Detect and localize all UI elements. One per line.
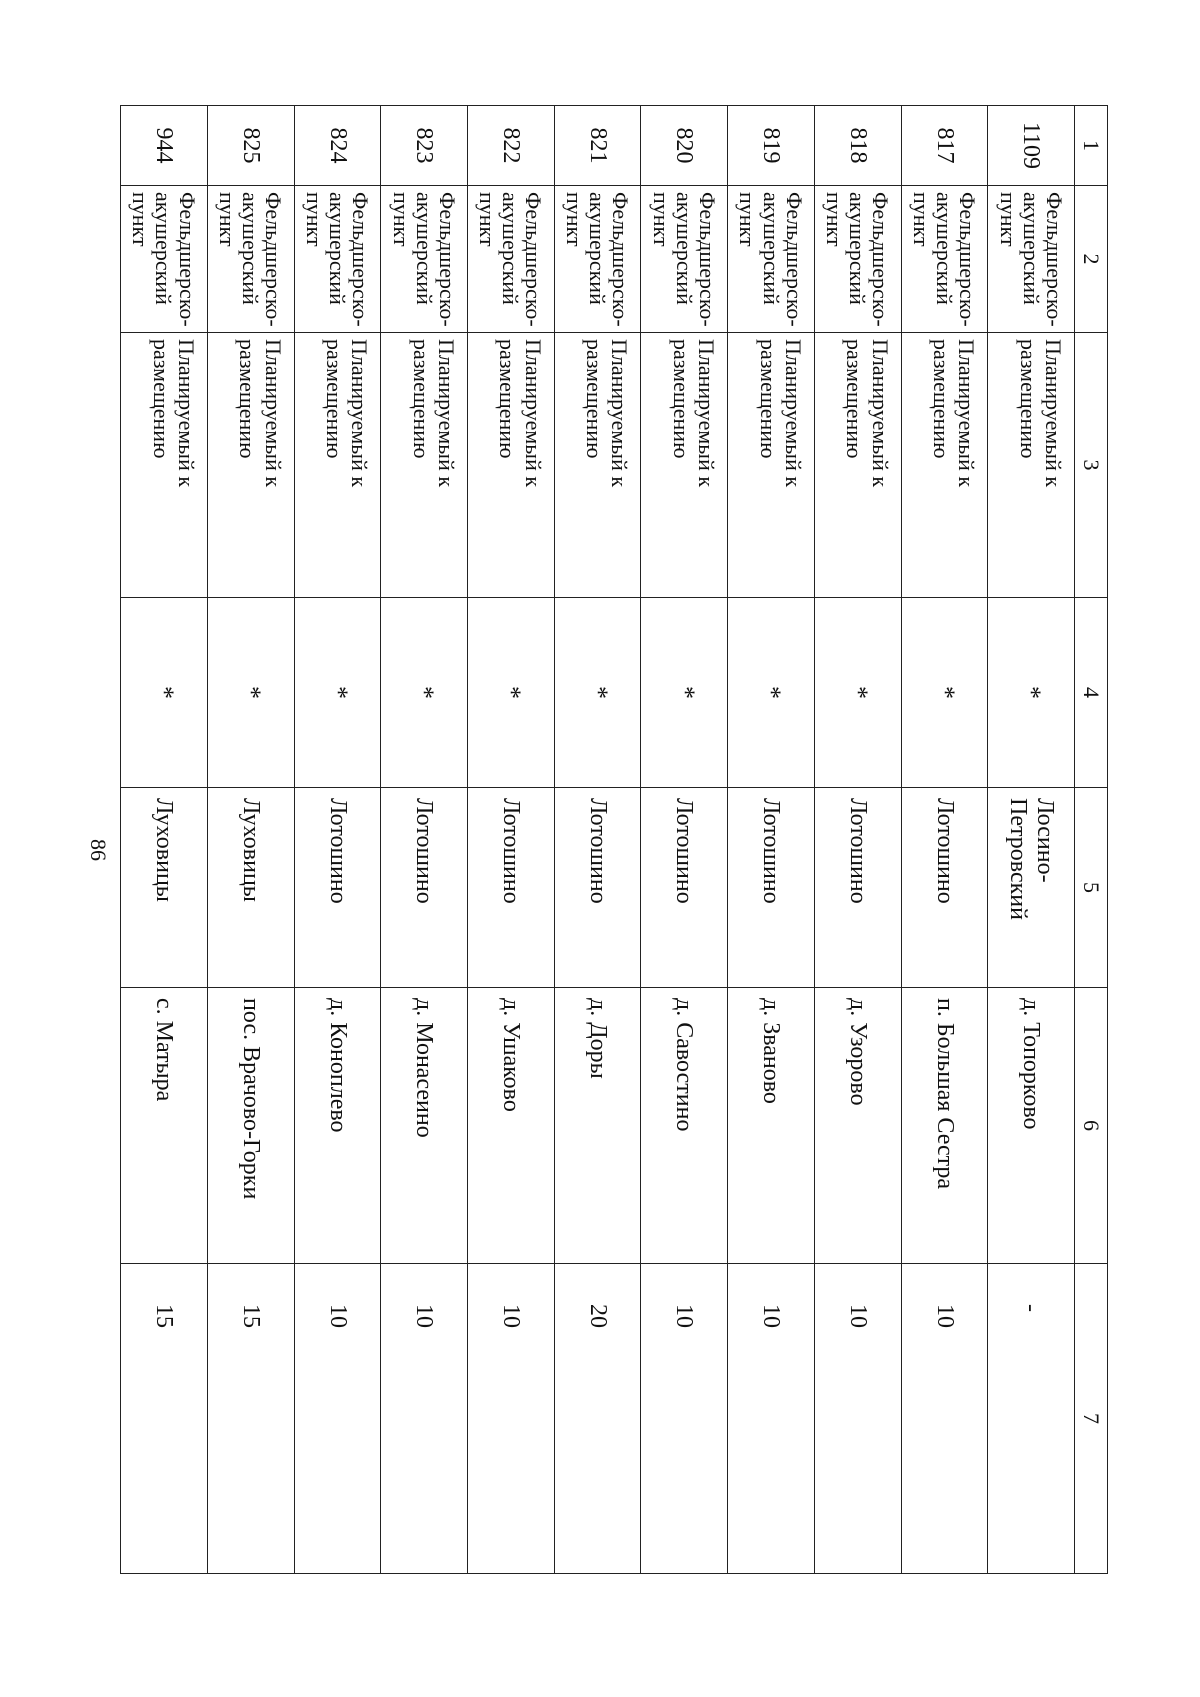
rotated-table — [120, 105, 1108, 1573]
cell-status: Планируемый к размещению — [554, 333, 641, 598]
cell-locality: д. Узорово — [814, 988, 901, 1264]
column-header: 3 — [1075, 333, 1108, 598]
cell-locality: д. Савостино — [641, 988, 728, 1264]
cell-type: Фельдшерско-акушерский пункт — [554, 186, 641, 333]
cell-status: Планируемый к размещению — [728, 333, 815, 598]
table-row — [728, 106, 815, 1574]
cell-status: Планируемый к размещению — [641, 333, 728, 598]
cell-value: 10 — [901, 1264, 988, 1574]
cell-status: Планируемый к размещению — [901, 333, 988, 598]
cell-mark: * — [294, 598, 381, 788]
cell-status: Планируемый к размещению — [814, 333, 901, 598]
cell-district: Лотошино — [554, 788, 641, 988]
cell-id: 825 — [207, 106, 294, 186]
cell-district: Лосино-Петровский — [988, 788, 1075, 988]
cell-id: 944 — [121, 106, 208, 186]
cell-mark: * — [988, 598, 1075, 788]
cell-type: Фельдшерско-акушерский пункт — [121, 186, 208, 333]
cell-mark: * — [207, 598, 294, 788]
cell-status: Планируемый к размещению — [207, 333, 294, 598]
table-row — [901, 106, 988, 1574]
cell-district: Лотошино — [294, 788, 381, 988]
cell-value: 10 — [814, 1264, 901, 1574]
cell-mark: * — [467, 598, 554, 788]
table-row — [294, 106, 381, 1574]
cell-id: 818 — [814, 106, 901, 186]
cell-value: 10 — [467, 1264, 554, 1574]
cell-value: 10 — [381, 1264, 468, 1574]
cell-mark: * — [121, 598, 208, 788]
table-row — [381, 106, 468, 1574]
header-row — [1075, 106, 1108, 1574]
table-row — [641, 106, 728, 1574]
cell-locality: пос. Врачово-Горки — [207, 988, 294, 1264]
cell-status: Планируемый к размещению — [467, 333, 554, 598]
cell-locality: д. Монасеино — [381, 988, 468, 1264]
cell-status: Планируемый к размещению — [381, 333, 468, 598]
cell-status: Планируемый к размещению — [121, 333, 208, 598]
facilities-table — [120, 105, 1108, 1574]
cell-value: 10 — [294, 1264, 381, 1574]
cell-locality: д. Ушаково — [467, 988, 554, 1264]
page-number: 86 — [86, 839, 111, 861]
table-container — [120, 105, 1108, 1573]
cell-id: 817 — [901, 106, 988, 186]
column-header: 1 — [1075, 106, 1108, 186]
cell-type: Фельдшерско-акушерский пункт — [728, 186, 815, 333]
cell-value: 15 — [207, 1264, 294, 1574]
cell-value: - — [988, 1264, 1075, 1574]
cell-id: 819 — [728, 106, 815, 186]
cell-value: 10 — [728, 1264, 815, 1574]
cell-locality: д. Коноплево — [294, 988, 381, 1264]
cell-mark: * — [814, 598, 901, 788]
cell-district: Лотошино — [381, 788, 468, 988]
table-row — [207, 106, 294, 1574]
cell-type: Фельдшерско-акушерский пункт — [901, 186, 988, 333]
cell-type: Фельдшерско-акушерский пункт — [207, 186, 294, 333]
cell-mark: * — [381, 598, 468, 788]
cell-value: 15 — [121, 1264, 208, 1574]
cell-mark: * — [641, 598, 728, 788]
column-header: 6 — [1075, 988, 1108, 1264]
cell-locality: д. Топорково — [988, 988, 1075, 1264]
cell-id: 821 — [554, 106, 641, 186]
cell-id: 822 — [467, 106, 554, 186]
cell-id: 823 — [381, 106, 468, 186]
cell-type: Фельдшерско-акушерский пункт — [294, 186, 381, 333]
column-header: 4 — [1075, 598, 1108, 788]
cell-status: Планируемый к размещению — [294, 333, 381, 598]
cell-type: Фельдшерско-акушерский пункт — [988, 186, 1075, 333]
column-header: 2 — [1075, 186, 1108, 333]
cell-status: Планируемый к размещению — [988, 333, 1075, 598]
cell-district: Лотошино — [641, 788, 728, 988]
cell-mark: * — [554, 598, 641, 788]
cell-district: Луховицы — [207, 788, 294, 988]
cell-district: Луховицы — [121, 788, 208, 988]
cell-type: Фельдшерско-акушерский пункт — [467, 186, 554, 333]
cell-id: 820 — [641, 106, 728, 186]
cell-value: 20 — [554, 1264, 641, 1574]
table-row — [814, 106, 901, 1574]
column-header: 5 — [1075, 788, 1108, 988]
cell-mark: * — [728, 598, 815, 788]
table-row — [554, 106, 641, 1574]
cell-type: Фельдшерско-акушерский пункт — [381, 186, 468, 333]
cell-district: Лотошино — [814, 788, 901, 988]
cell-id: 824 — [294, 106, 381, 186]
cell-id: 1109 — [988, 106, 1075, 186]
cell-type: Фельдшерско-акушерский пункт — [814, 186, 901, 333]
cell-locality: с. Матыра — [121, 988, 208, 1264]
cell-locality: д. Доры — [554, 988, 641, 1264]
cell-district: Лотошино — [728, 788, 815, 988]
cell-district: Лотошино — [467, 788, 554, 988]
table-row — [121, 106, 208, 1574]
cell-value: 10 — [641, 1264, 728, 1574]
cell-district: Лотошино — [901, 788, 988, 988]
cell-locality: д. Званово — [728, 988, 815, 1264]
column-header: 7 — [1075, 1264, 1108, 1574]
table-row — [467, 106, 554, 1574]
cell-locality: п. Большая Сестра — [901, 988, 988, 1264]
cell-mark: * — [901, 598, 988, 788]
table-row — [988, 106, 1075, 1574]
cell-type: Фельдшерско-акушерский пункт — [641, 186, 728, 333]
